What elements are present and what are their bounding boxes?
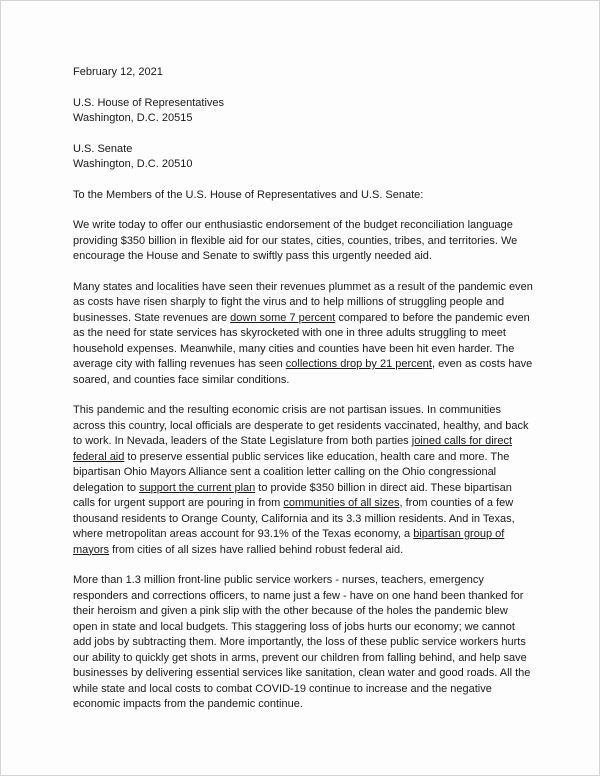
paragraph-text: Many states and localities have seen their revenues plummet as a result of the pandemic even as costs have risen sharply to fight the virus and to help millions of struggling people and businesses. State revenues are <box>73 280 533 324</box>
recipient-house <box>73 96 533 127</box>
letter-body <box>73 65 533 728</box>
link-texas-mayors[interactable]: bipartisan group of mayors <box>73 528 505 556</box>
link-nevada-federal-aid[interactable]: joined calls for direct federal aid <box>73 435 513 463</box>
paragraph-text: from cities of all sizes have rallied behind robust federal aid. <box>109 543 404 556</box>
recipient-senate <box>73 142 533 173</box>
paragraph-text: to provide $350 billion in direct aid. These bipartisan calls for urgent support are pouring in from <box>73 481 512 509</box>
paragraph-endorsement: We write today to offer our enthusiastic endorsement of the budget reconciliation language providing $350 billion in flexible aid for our states, cities, counties, tribes, and territories. We encourage the House and Senate to swiftly pass this urgently needed aid. <box>73 219 518 262</box>
paragraph-text: to preserve essential public services like education, health care and more. The bipartisan Ohio Mayors Alliance sent a coalition letter calling on the Ohio congressional delegation to <box>73 450 510 494</box>
link-ohio-current-plan[interactable]: support the current plan <box>139 481 256 494</box>
recipient-name: U.S. Senate <box>73 142 133 155</box>
recipient-name: U.S. House of Representatives <box>73 96 225 109</box>
link-communities-all-sizes[interactable]: communities of all sizes <box>283 497 400 509</box>
paragraph-revenues <box>73 280 533 389</box>
recipient-address: Washington, D.C. 20510 <box>73 158 193 170</box>
paragraph-workers: More than 1.3 million front-line public service workers - nurses, teachers, emergency responders and corrections officers, to name just a few - have on one hand been thanked for their heroism and given a pink slip with the other because of the holes the pandemic blew open in state and local budgets. This staggering loss of jobs hurts our economy; we cannot add jobs by subtracting them. More importantly, the loss of these public service workers hurts our ability to quickly get shots in arms, prevent our children from falling behind, and help save businesses by delivering essential services like sanitation, clean water and good roads. All the while state and local costs to combat COVID-19 continue to increase and the negative economic impacts from the pandemic continue. <box>73 574 531 710</box>
paragraph-text: This pandemic and the resulting economic crisis are not partisan issues. In communities across this country, local officials are desperate to get residents vaccinated, healthy, and back to work. In Nevada, leaders of the State Legislature from both parties <box>73 404 529 447</box>
link-state-revenues[interactable]: down some 7 percent <box>230 311 336 324</box>
paragraph-bipartisan <box>73 403 533 558</box>
salutation: To the Members of the U.S. House of Representatives and U.S. Senate: <box>73 188 424 201</box>
letter-date: February 12, 2021 <box>73 66 163 78</box>
recipient-address: Washington, D.C. 20515 <box>73 112 193 124</box>
paragraph-text: compared to before the pandemic even as the need for state services has skyrocketed with one in three adults struggling to meet household expenses. Meanwhile, many cities and counties have been hit even harder. The average city with falling revenues has seen <box>73 311 530 370</box>
paragraph-text: , even as costs have soared, and counties face similar conditions. <box>73 358 533 386</box>
paragraph-text: , from counties of a few thousand residents to Orange County, California and its 3.3 million residents. And in Texas, where metropolitan areas account for 93.1% of the Texas economy, a <box>73 497 515 540</box>
link-city-collections[interactable]: collections drop by 21 percent <box>285 358 432 370</box>
